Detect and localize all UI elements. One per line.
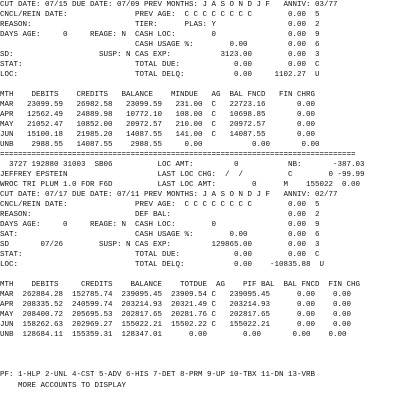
table-row: UNB 2988.55 14087.55 2988.55 0.00 0.00 0.00 xyxy=(0,141,320,149)
line-account-header: 3727 192880 31003 SB06 LOC AMT: 0 NB: -387.03 xyxy=(0,161,365,169)
table-row: MAY 208400.72 205695.53 202817.65 20281.76 C 202817.65 0.00 0.00 xyxy=(0,311,352,319)
line-days-age-1: DAYS AGE: 0 REAGE: N CASH LOC: 0 0.00 9 xyxy=(0,31,320,39)
separator-line: =============================================================================== xyxy=(0,151,356,159)
blank-line xyxy=(0,80,400,90)
line-cut-date-1: CUT DATE: 07/15 DUE DATE: 07/09 PREV MONTHS: J A S O N D J F ANNIV: 03/77 xyxy=(0,1,338,9)
table-header-2: MTH DEBITS CREDITS BALANCE TOTDUE AG PIF BAL BAL FNCD FIN CHG xyxy=(0,281,361,289)
line-loc-2: LOC: TOTAL DELQ: 0.00 -10835.88 U xyxy=(0,261,325,269)
line-reason-1: REASON: TIER: PLAS: Y 0.00 2 xyxy=(0,21,320,29)
line-reason-2: REASON: DEF BAL: 0.00 2 xyxy=(0,211,320,219)
table-row: UNB 128684.11 155359.31 128347.01 0.00 0.00 0.00 0.00 xyxy=(0,331,347,339)
table-header-1: MTH DEBITS CREDITS BALANCE MINDUE AG BAL FNCD FIN CHRG xyxy=(0,91,316,99)
line-stat-1: STAT: TOTAL DUE: 0.00 0.00 C xyxy=(0,61,320,69)
table-row: JUN 15100.18 21985.20 14087.55 141.00 C 14087.55 0.00 xyxy=(0,131,316,139)
line-cncl-rein-1: CNCL/REIN DATE: PREV AGE: C C C C C C C C 0.00 5 xyxy=(0,11,320,19)
blank-line xyxy=(0,340,400,350)
line-sd-2: SD 07/26 SUSP: N CAS EXP: 129865.00 0.00 3 xyxy=(0,241,320,249)
more-accounts-message: MORE ACCOUNTS TO DISPLAY xyxy=(0,382,127,390)
table-row: JUN 158262.63 202969.27 155022.21 15502.22 C 155022.21 0.00 0.00 xyxy=(0,321,352,329)
line-sd-1: SD: SUSP: N CAS EXP: 3123.00 0.00 3 xyxy=(0,51,320,59)
line-sat-2: SAT: CASH USAGE %: 0.00 0.00 6 xyxy=(0,231,320,239)
pf-keys-line[interactable]: PF: 1-HLP 2-UNL 4-CST 5-ADV 6-HIS 7-DET 8-PRM 9-UP 10-TBX 11-DN 13-VRB xyxy=(0,371,316,379)
blank-line xyxy=(0,350,400,360)
line-account-product: WROC TRI PLUM 1.0 FOR F6D LAST LOC AMT: 0 M 155022 0.00 xyxy=(0,181,361,189)
line-cut-date-2: CUT DATE: 07/17 DUE DATE: 07/11 PREV MONTHS: J A S O N D J F ANNIV: 02/77 xyxy=(0,191,338,199)
table-row: APR 208335.52 240599.74 203214.93 20321.49 C 203214.93 0.00 0.00 xyxy=(0,301,352,309)
line-days-age-2: DAYS AGE: 0 REAGE: N CASH LOC: 0 0.00 9 xyxy=(0,221,320,229)
line-loc-1: LOC: TOTAL DELQ: 0.00 1102.27 U xyxy=(0,71,320,79)
blank-line xyxy=(0,270,400,280)
table-row: MAY 21052.47 10852.00 20972.57 210.00 C 20972.57 0.00 xyxy=(0,121,316,129)
line-stat-2: STAT: TOTAL DUE: 0.00 0.00 C xyxy=(0,251,320,259)
table-row: APR 12562.49 24889.98 10772.10 108.00 C 10698.85 0.00 xyxy=(0,111,316,119)
line-account-name: JEFFREY EPSTEIN LAST LOC CHG: / / C 0 -99.99 xyxy=(0,171,365,179)
line-cncl-rein-2: CNCL/REIN DATE: PREV AGE: C C C C C C C C 0.00 5 xyxy=(0,201,320,209)
table-row: MAR 23099.59 26982.58 23099.59 231.00 C 22723.16 0.00 xyxy=(0,101,316,109)
table-row: MAR 262884.28 152785.74 239095.45 23909.54 C 239095.45 0.00 0.00 xyxy=(0,291,352,299)
line-cash-usage-1: CASH USAGE %: 0.00 0.00 6 xyxy=(0,41,320,49)
